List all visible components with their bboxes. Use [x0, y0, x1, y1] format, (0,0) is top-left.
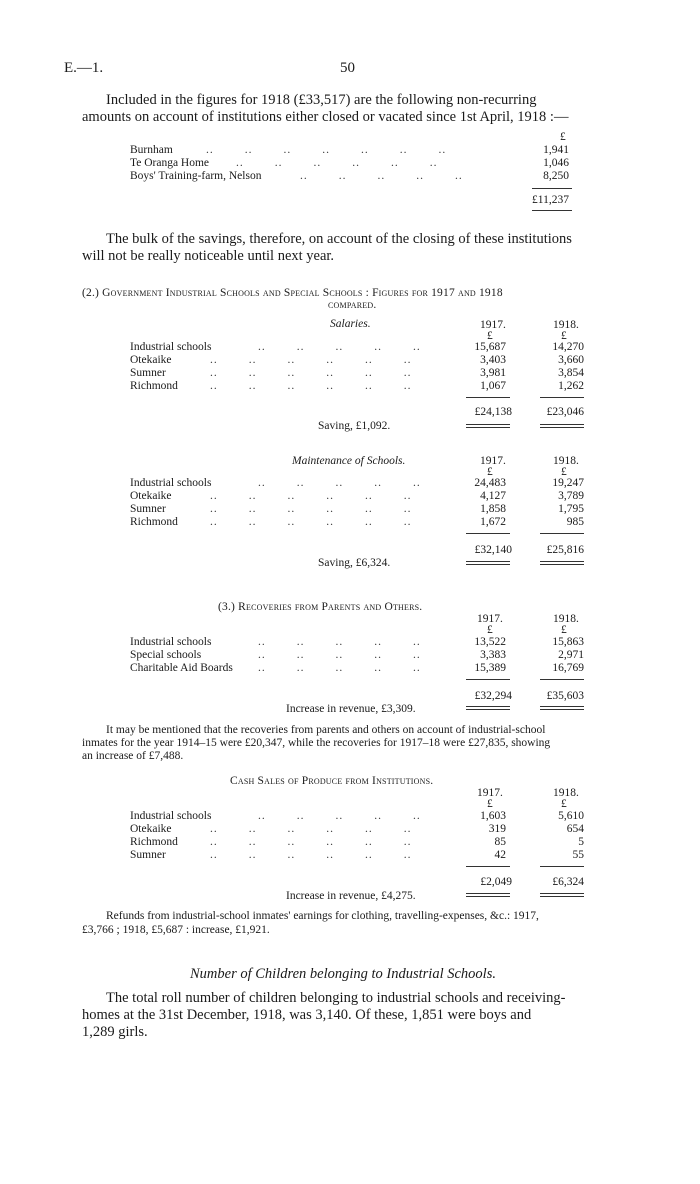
- list-item-name: Te Oranga Home: [130, 157, 210, 169]
- maintenance-total-1917: £32,140: [474, 544, 512, 556]
- sum-rule: [466, 866, 510, 867]
- recoveries-note-line-3: an increase of £7,488.: [82, 750, 184, 762]
- leader-dots: .. .. .. .. ..: [258, 636, 421, 648]
- table-cell-1918: 5,610: [558, 810, 584, 822]
- recoveries-total-1918: £35,603: [546, 690, 584, 702]
- bulk-line-2: will not be really noticeable until next year.: [82, 248, 335, 264]
- intro-line-1: Included in the figures for 1918 (£33,517) are the following non-recurring: [106, 92, 537, 108]
- table-cell-1917: 15,687: [474, 341, 506, 353]
- maintenance-total-1918: £25,816: [546, 544, 584, 556]
- column-header-1918: 1918.: [553, 613, 579, 625]
- table-cell-1918: 985: [566, 516, 584, 528]
- leader-dots: .. .. .. .. .. ..: [210, 823, 412, 835]
- column-header-1918: 1918.: [553, 455, 579, 467]
- table-row-name: Industrial schools: [130, 477, 212, 489]
- table-cell-1917: 24,483: [474, 477, 506, 489]
- unit-1917: £: [487, 330, 493, 342]
- leader-dots: .. .. .. .. .. ..: [236, 157, 438, 169]
- table-row-name: Richmond: [130, 380, 178, 392]
- section-3-heading: (3.) Recoveries from Parents and Others.: [218, 601, 423, 613]
- table-row-name: Otekaike: [130, 354, 172, 366]
- leader-dots: .. .. .. .. .. ..: [210, 354, 412, 366]
- table-cell-1917: 1,067: [480, 380, 506, 392]
- column-header-1918: 1918.: [553, 787, 579, 799]
- leader-dots: .. .. .. .. .. ..: [210, 367, 412, 379]
- children-line-1: The total roll number of children belonging to industrial schools and receiving-: [106, 990, 566, 1006]
- table-cell-1918: 3,660: [558, 354, 584, 366]
- list-item-name: Burnham: [130, 144, 173, 156]
- unit-1918: £: [561, 330, 567, 342]
- table-cell-1917: 15,389: [474, 662, 506, 674]
- salaries-saving: Saving, £1,092.: [318, 420, 391, 432]
- table-cell-1917: 1,858: [480, 503, 506, 515]
- cash-sales-total-1918: £6,324: [552, 876, 584, 888]
- sum-rule: [466, 533, 510, 534]
- table-row-name: Industrial schools: [130, 810, 212, 822]
- table-row-name: Otekaike: [130, 490, 172, 502]
- total-double-rule: [466, 893, 510, 897]
- leader-dots: .. .. .. .. ..: [258, 477, 421, 489]
- leader-dots: .. .. .. .. .. ..: [210, 836, 412, 848]
- unit-1918: £: [561, 624, 567, 636]
- document-reference: E.—1.: [64, 60, 104, 76]
- leader-dots: .. .. .. .. .. ..: [210, 503, 412, 515]
- unit-1917: £: [487, 624, 493, 636]
- table-cell-1918: 19,247: [552, 477, 584, 489]
- table-row-name: Special schools: [130, 649, 202, 661]
- table-row-name: Richmond: [130, 836, 178, 848]
- table-cell-1918: 1,795: [558, 503, 584, 515]
- table-row-name: Sumner: [130, 849, 166, 861]
- leader-dots: .. .. .. .. .. ..: [210, 516, 412, 528]
- salaries-title: Salaries.: [330, 318, 371, 330]
- children-line-3: 1,289 girls.: [82, 1024, 148, 1040]
- sum-rule: [540, 866, 584, 867]
- table-cell-1917: 3,383: [480, 649, 506, 661]
- table-row-name: Sumner: [130, 503, 166, 515]
- table-cell-1918: 15,863: [552, 636, 584, 648]
- sum-rule: [540, 533, 584, 534]
- total-double-rule: [540, 424, 584, 428]
- table-cell-1917: 3,981: [480, 367, 506, 379]
- intro-total: £11,237: [532, 194, 569, 206]
- salaries-total-1917: £24,138: [474, 406, 512, 418]
- table-row-name: Otekaike: [130, 823, 172, 835]
- total-double-rule: [540, 561, 584, 565]
- cash-sales-increase: Increase in revenue, £4,275.: [286, 890, 416, 902]
- leader-dots: .. .. .. .. ..: [258, 662, 421, 674]
- table-row-name: Industrial schools: [130, 341, 212, 353]
- table-cell-1917: 1,672: [480, 516, 506, 528]
- unit-1917: £: [487, 798, 493, 810]
- table-cell-1918: 2,971: [558, 649, 584, 661]
- cash-sales-total-1917: £2,049: [480, 876, 512, 888]
- sum-rule: [540, 679, 584, 680]
- table-cell-1918: 55: [572, 849, 584, 861]
- section-2-heading-cont: compared.: [328, 299, 377, 311]
- leader-dots: .. .. .. .. ..: [258, 649, 421, 661]
- leader-dots: .. .. .. .. .. ..: [210, 380, 412, 392]
- total-double-rule: [466, 561, 510, 565]
- cash-sales-heading: Cash Sales of Produce from Institutions.: [230, 775, 434, 787]
- recoveries-increase: Increase in revenue, £3,309.: [286, 703, 416, 715]
- leader-dots: .. .. .. .. .. ..: [210, 490, 412, 502]
- table-row-name: Industrial schools: [130, 636, 212, 648]
- table-cell-1917: 13,522: [474, 636, 506, 648]
- refunds-line-2: £3,766 ; 1918, £5,687 : increase, £1,921.: [82, 924, 270, 936]
- column-header-1917: 1917.: [480, 455, 506, 467]
- sum-rule: [532, 188, 572, 189]
- leader-dots: .. .. .. .. ..: [258, 341, 421, 353]
- refunds-line-1: Refunds from industrial-school inmates' earnings for clothing, travelling-expenses, &c.: 1917,: [106, 910, 539, 922]
- unit-1918: £: [561, 466, 567, 478]
- leader-dots: .. .. .. .. ..: [258, 810, 421, 822]
- recoveries-note-line-1: It may be mentioned that the recoveries from parents and others on account of industrial-school: [106, 724, 546, 736]
- unit-1918: £: [561, 798, 567, 810]
- children-line-2: homes at the 31st December, 1918, was 3,140. Of these, 1,851 were boys and: [82, 1007, 532, 1023]
- table-row-name: Richmond: [130, 516, 178, 528]
- list-item-name: Boys' Training-farm, Nelson: [130, 170, 262, 182]
- recoveries-total-1917: £32,294: [474, 690, 512, 702]
- column-header-1917: 1917.: [480, 319, 506, 331]
- table-cell-1918: 1,262: [558, 380, 584, 392]
- leader-dots: .. .. .. .. ..: [300, 170, 463, 182]
- total-double-rule: [540, 893, 584, 897]
- table-cell-1917: 3,403: [480, 354, 506, 366]
- unit-1917: £: [487, 466, 493, 478]
- table-row-name: Charitable Aid Boards: [130, 662, 233, 674]
- sum-rule: [466, 397, 510, 398]
- total-underline: [532, 210, 572, 211]
- maintenance-saving: Saving, £6,324.: [318, 557, 391, 569]
- intro-line-2: amounts on account of institutions either closed or vacated since 1st April, 1918 :—: [82, 109, 569, 125]
- table-row-name: Sumner: [130, 367, 166, 379]
- leader-dots: .. .. .. .. .. .. ..: [206, 144, 447, 156]
- total-double-rule: [466, 424, 510, 428]
- page-number: 50: [340, 60, 355, 76]
- leader-dots: .. .. .. .. .. ..: [210, 849, 412, 861]
- list-item-value: 8,250: [543, 170, 569, 182]
- table-cell-1918: 16,769: [552, 662, 584, 674]
- column-header-1917: 1917.: [477, 613, 503, 625]
- maintenance-title: Maintenance of Schools.: [292, 455, 406, 467]
- table-cell-1917: 1,603: [480, 810, 506, 822]
- bulk-line-1: The bulk of the savings, therefore, on account of the closing of these institutions: [106, 231, 572, 247]
- table-cell-1918: 3,789: [558, 490, 584, 502]
- sum-rule: [466, 679, 510, 680]
- total-double-rule: [540, 706, 584, 710]
- column-header-1917: 1917.: [477, 787, 503, 799]
- table-cell-1917: 85: [494, 836, 506, 848]
- pound-sign: £: [560, 131, 566, 143]
- salaries-total-1918: £23,046: [546, 406, 584, 418]
- list-item-value: 1,941: [543, 144, 569, 156]
- recoveries-note-line-2: inmates for the year 1914–15 were £20,347, while the recoveries for 1917–18 were £27,835, showing: [82, 737, 551, 749]
- children-section-title: Number of Children belonging to Industrial Schools.: [190, 966, 496, 982]
- table-cell-1918: 654: [566, 823, 584, 835]
- table-cell-1917: 42: [494, 849, 506, 861]
- table-cell-1918: 14,270: [552, 341, 584, 353]
- sum-rule: [540, 397, 584, 398]
- list-item-value: 1,046: [543, 157, 569, 169]
- table-cell-1917: 4,127: [480, 490, 506, 502]
- table-cell-1918: 5: [578, 836, 584, 848]
- column-header-1918: 1918.: [553, 319, 579, 331]
- table-cell-1918: 3,854: [558, 367, 584, 379]
- section-2-heading: (2.) Government Industrial Schools and Special Schools : Figures for 1917 and 1918: [82, 287, 503, 299]
- table-cell-1917: 319: [488, 823, 506, 835]
- total-double-rule: [466, 706, 510, 710]
